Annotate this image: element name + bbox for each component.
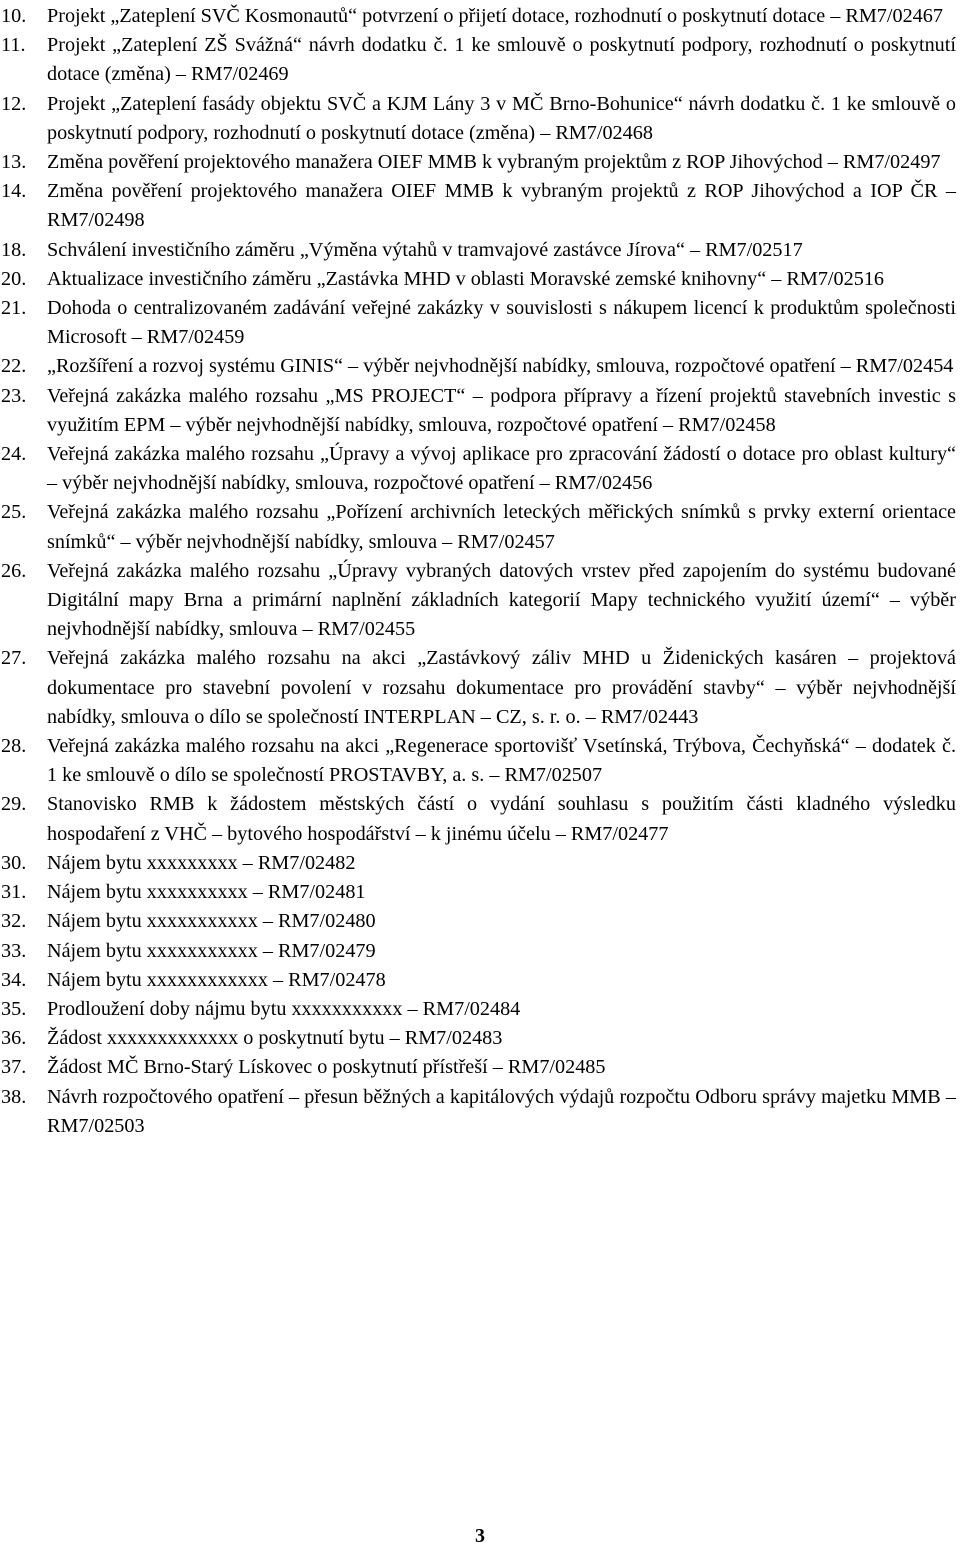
agenda-item-text: Veřejná zakázka malého rozsahu „Pořízení archivních leteckých měřických snímků s prvky externí orientace snímků“ – výběr nejvhodnější nabídky, smlouva – RM7/02457 — [47, 501, 956, 553]
page-number: 3 — [475, 1525, 485, 1547]
agenda-item-text: Nájem bytu xxxxxxxxxxxx – RM7/02478 — [47, 968, 386, 991]
agenda-item-number: 12. — [1, 92, 27, 115]
agenda-item-text: Změna pověření projektového manažera OIEF MMB k vybraným projektů z ROP Jihovýchod a IOP ČR – RM7/02498 — [47, 180, 956, 232]
agenda-item-number: 20. — [1, 267, 27, 290]
agenda-item-number: 10. — [1, 5, 27, 27]
agenda-item-text: Prodloužení doby nájmu bytu xxxxxxxxxxx – RM7/02484 — [47, 997, 521, 1020]
agenda-item — [0, 907, 956, 936]
agenda-item-number: 25. — [1, 501, 27, 524]
agenda-item-number: 28. — [1, 735, 27, 758]
agenda-item-text: Projekt „Zateplení ZŠ Svážná“ návrh dodatku č. 1 ke smlouvě o poskytnutí podpory, rozhodnutí o poskytnutí dotace (změna) – RM7/02469 — [47, 34, 956, 86]
agenda-item-number: 14. — [1, 180, 27, 203]
agenda-item — [0, 440, 956, 498]
agenda-item-number: 26. — [1, 559, 27, 582]
agenda-item — [0, 966, 956, 995]
agenda-item — [0, 995, 956, 1024]
agenda-item-number: 30. — [1, 851, 27, 874]
agenda-item-text: Veřejná zakázka malého rozsahu „Úpravy vybraných datových vrstev před zapojením do systému budované Digitální mapy Brna a primární naplnění základních kategorií Mapy technického využití území“ – výběr nejvhodnější nabídky, smlouva – RM7/02455 — [47, 559, 956, 641]
agenda-item — [0, 177, 956, 235]
agenda-item-text: Nájem bytu xxxxxxxxxx – RM7/02481 — [47, 881, 366, 904]
agenda-item — [0, 148, 956, 177]
agenda-item — [0, 498, 956, 556]
agenda-item-number: 13. — [1, 151, 27, 174]
agenda-item — [0, 557, 956, 645]
agenda-item — [0, 1024, 956, 1053]
agenda-item-text: Projekt „Zateplení SVČ Kosmonautů“ potvrzení o přijetí dotace, rozhodnutí o poskytnutí dotace – RM7/02467 — [47, 5, 943, 27]
agenda-item-number: 38. — [1, 1085, 27, 1108]
agenda-item — [0, 265, 956, 294]
agenda-item-text: Stanovisko RMB k žádostem městských částí o vydání souhlasu s použitím části kladného výsledku hospodaření z VHČ – bytového hospodářství – k jinému účelu – RM7/02477 — [47, 793, 956, 845]
agenda-item-number: 29. — [1, 793, 27, 816]
agenda-item-number: 23. — [1, 384, 27, 407]
agenda-item-number: 24. — [1, 443, 27, 466]
agenda-item-text: Dohoda o centralizovaném zadávání veřejné zakázky v souvislosti s nákupem licencí k produktům společnosti Microsoft – RM7/02459 — [47, 297, 956, 349]
agenda-item-text: Návrh rozpočtového opatření – přesun běžných a kapitálových výdajů rozpočtu Odboru správy majetku MMB – RM7/02503 — [47, 1085, 956, 1137]
agenda-item — [0, 732, 956, 790]
agenda-item — [0, 790, 956, 848]
agenda-list — [0, 2, 956, 1141]
agenda-item — [0, 236, 956, 265]
agenda-item-text: Nájem bytu xxxxxxxxx – RM7/02482 — [47, 851, 356, 874]
agenda-item-text: Schválení investičního záměru „Výměna výtahů v tramvajové zastávce Jírova“ – RM7/02517 — [47, 238, 803, 261]
agenda-item — [0, 849, 956, 878]
agenda-item-number: 37. — [1, 1056, 27, 1079]
agenda-item-number: 18. — [1, 238, 27, 261]
agenda-item — [0, 644, 956, 732]
agenda-item-text: Žádost xxxxxxxxxxxxx o poskytnutí bytu – RM7/02483 — [47, 1027, 503, 1050]
agenda-item-number: 31. — [1, 881, 27, 904]
agenda-item-number: 36. — [1, 1027, 27, 1050]
agenda-item-text: Veřejná zakázka malého rozsahu „Úpravy a vývoj aplikace pro zpracování žádostí o dotace pro oblast kultury“ – výběr nejvhodnější nabídky, smlouva, rozpočtové opatření – RM7/02456 — [47, 443, 956, 495]
agenda-item-number: 34. — [1, 968, 27, 991]
agenda-item-number: 27. — [1, 647, 27, 670]
agenda-item-text: Aktualizace investičního záměru „Zastávka MHD v oblasti Moravské zemské knihovny“ – RM7/02516 — [47, 267, 885, 290]
agenda-item-text: „Rozšíření a rozvoj systému GINIS“ – výběr nejvhodnější nabídky, smlouva, rozpočtové opatření – RM7/02454 — [47, 355, 954, 378]
agenda-item — [0, 90, 956, 148]
agenda-item-number: 22. — [1, 355, 27, 378]
agenda-item — [0, 1083, 956, 1141]
agenda-item-number: 35. — [1, 997, 27, 1020]
agenda-item-number: 11. — [1, 34, 26, 57]
agenda-item — [0, 937, 956, 966]
agenda-item-text: Veřejná zakázka malého rozsahu „MS PROJECT“ – podpora přípravy a řízení projektů stavebních investic s využitím EPM – výběr nejvhodnější nabídky, smlouva, rozpočtové opatření – RM7/02458 — [47, 384, 956, 436]
agenda-item-text: Změna pověření projektového manažera OIEF MMB k vybraným projektům z ROP Jihovýchod – RM7/02497 — [47, 151, 941, 174]
agenda-item — [0, 382, 956, 440]
agenda-item — [0, 878, 956, 907]
agenda-item-number: 33. — [1, 939, 27, 962]
agenda-item-text: Nájem bytu xxxxxxxxxxx – RM7/02479 — [47, 939, 376, 962]
agenda-item-text: Veřejná zakázka malého rozsahu na akci „Regenerace sportovišť Vsetínská, Trýbova, Čechyňská“ – dodatek č. 1 ke smlouvě o dílo se společností PROSTAVBY, a. s. – RM7/02507 — [47, 735, 956, 787]
agenda-item-number: 32. — [1, 910, 27, 933]
agenda-item-text: Nájem bytu xxxxxxxxxxx – RM7/02480 — [47, 910, 376, 933]
agenda-item — [0, 2, 956, 31]
agenda-item-text: Veřejná zakázka malého rozsahu na akci „Zastávkový záliv MHD u Židenických kasáren – projektová dokumentace pro stavební povolení v rozsahu dokumentace pro provádění stavby“ – výběr nejvhodnější nabídky, smlouva o dílo se společností INTERPLAN – CZ, s. r. o. – RM7/02443 — [47, 647, 956, 728]
agenda-item — [0, 31, 956, 89]
agenda-item — [0, 1053, 956, 1082]
agenda-item — [0, 294, 956, 352]
agenda-item — [0, 352, 956, 381]
agenda-item-text: Projekt „Zateplení fasády objektu SVČ a KJM Lány 3 v MČ Brno-Bohunice“ návrh dodatku č. 1 ke smlouvě o poskytnutí podpory, rozhodnutí o poskytnutí dotace (změna) – RM7/02468 — [47, 92, 956, 144]
agenda-item-number: 21. — [1, 297, 27, 320]
agenda-item-text: Žádost MČ Brno-Starý Lískovec o poskytnutí přístřeší – RM7/02485 — [47, 1056, 606, 1079]
